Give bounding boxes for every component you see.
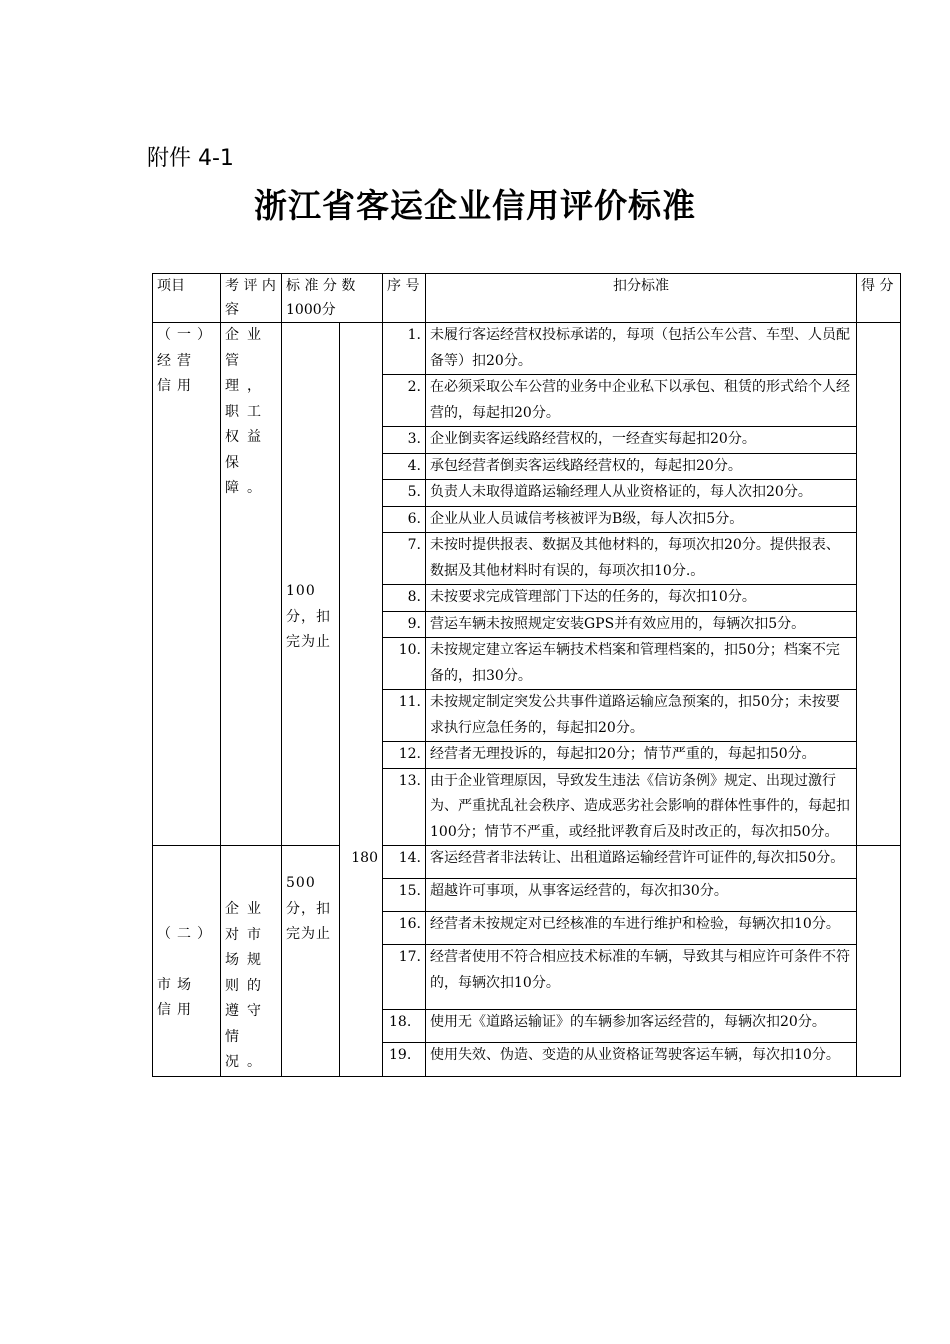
deduction-criterion: 营运车辆未按照规定安装GPS并有效应用的，每辆次扣5分。 xyxy=(426,611,857,638)
category-market-label: （二） xyxy=(157,926,217,942)
row-number: 5. xyxy=(383,480,426,507)
row-number: 9. xyxy=(383,611,426,638)
header-criteria: 扣分标准 xyxy=(426,274,857,323)
deduction-criterion: 企业从业人员诚信考核被评为B级，每人次扣5分。 xyxy=(426,506,857,533)
row-number: 8. xyxy=(383,585,426,612)
deduction-criterion: 未按规定建立客运车辆技术档案和管理档案的，扣50分；档案不完备的，扣30分。 xyxy=(426,638,857,690)
criteria-row xyxy=(153,323,901,375)
deduction-criterion: 经营者未按规定对已经核准的车进行维护和检验，每辆次扣10分。 xyxy=(426,912,857,945)
row-number: 13. xyxy=(383,768,426,846)
row-number: 7. xyxy=(383,533,426,585)
header-seq: 序 号 xyxy=(383,274,426,323)
deduction-criterion: 客运经营者非法转让、出租道路运输经营许可证件的,每次扣50分。 xyxy=(426,846,857,879)
score-cell xyxy=(857,323,901,846)
deduction-criterion: 使用无《道路运输证》的车辆参加客运经营的，每辆次扣20分。 xyxy=(426,1010,857,1043)
deduction-criterion: 负责人未取得道路运输经理人从业资格证的，每人次扣20分。 xyxy=(426,480,857,507)
deduction-criterion: 企业倒卖客运线路经营权的，一经查实每起扣20分。 xyxy=(426,427,857,454)
deduction-criterion: 经营者使用不符合相应技术标准的车辆，导致其与相应许可条件不符的，每辆次扣10分。 xyxy=(426,945,857,1010)
header-content: 考 评 内容 xyxy=(221,274,282,323)
row-number: 4. xyxy=(383,453,426,480)
attachment-label: 附件 4-1 xyxy=(147,146,234,171)
deduction-criterion: 在必须采取公车公营的业务中企业私下以承包、租赁的形式给个人经营的，每起扣20分。 xyxy=(426,375,857,427)
row-number: 16. xyxy=(383,912,426,945)
deduction-criterion: 未履行客运经营权投标承诺的，每项（包括公车公营、车型、人员配备等）扣20分。 xyxy=(426,323,857,375)
row-number: 19. xyxy=(383,1043,426,1076)
points-business-credit: 100分，扣完为止 xyxy=(282,323,340,846)
deduction-criterion: 未按要求完成管理部门下达的任务的，每次扣10分。 xyxy=(426,585,857,612)
content-market-rules: 企业对市场规则的遵守情况。 xyxy=(221,846,282,1077)
deduction-criterion: 未按规定制定突发公共事件道路运输应急预案的，扣50分；未按要求执行应急任务的，每起扣20分。 xyxy=(426,690,857,742)
row-number: 6. xyxy=(383,506,426,533)
header-item: 项目 xyxy=(153,274,221,323)
category-business-credit: （一）经营信用 xyxy=(153,323,221,846)
category-spacer xyxy=(157,948,216,973)
row-number: 18. xyxy=(383,1010,426,1043)
document-title: 浙江省客运企业信用评价标准 xyxy=(254,186,696,225)
deduction-criterion: 由于企业管理原因，导致发生违法《信访条例》规定、出现过激行为、严重扰乱社会秩序、造成恶劣社会影响的群体性事件的，每起扣100分；情节不严重，或经批评教育后及时改正的，每次扣50分。 xyxy=(426,768,857,846)
criteria-row xyxy=(153,846,901,879)
category-market-credit xyxy=(153,846,221,1077)
row-number: 10. xyxy=(383,638,426,690)
content-business-management: 企业管理，职工权益保障。 xyxy=(221,323,282,846)
header-score: 得 分 xyxy=(857,274,901,323)
deduction-criterion: 承包经营者倒卖客运线路经营权的，每起扣20分。 xyxy=(426,453,857,480)
credit-standard-table xyxy=(152,273,901,1077)
deduction-criterion: 未按时提供报表、数据及其他材料的，每项次扣20分。提供报表、数据及其他材料时有误的，每项次扣10分.。 xyxy=(426,533,857,585)
deduction-criterion: 经营者无理投诉的，每起扣20分；情节严重的，每起扣50分。 xyxy=(426,742,857,769)
row-number: 15. xyxy=(383,879,426,912)
row-number: 2. xyxy=(383,375,426,427)
header-standard: 标 准 分 数 1000分 xyxy=(282,274,383,323)
row-number: 11. xyxy=(383,690,426,742)
row-number: 1. xyxy=(383,323,426,375)
subtotal-cell xyxy=(340,323,383,846)
score-cell xyxy=(857,846,901,1077)
row-number: 14. xyxy=(383,846,426,879)
deduction-criterion: 使用失效、伪造、变造的从业资格证驾驶客运车辆，每次扣10分。 xyxy=(426,1043,857,1076)
header-row xyxy=(153,274,901,323)
subtotal-max: 180 xyxy=(340,846,383,1077)
deduction-criterion: 超越许可事项，从事客运经营的，每次扣30分。 xyxy=(426,879,857,912)
category-market-name: 市场信用 xyxy=(157,976,197,1018)
row-number: 12. xyxy=(383,742,426,769)
row-number: 3. xyxy=(383,427,426,454)
points-market-credit: 500分，扣完为止 xyxy=(282,846,340,1077)
row-number: 17. xyxy=(383,945,426,1010)
